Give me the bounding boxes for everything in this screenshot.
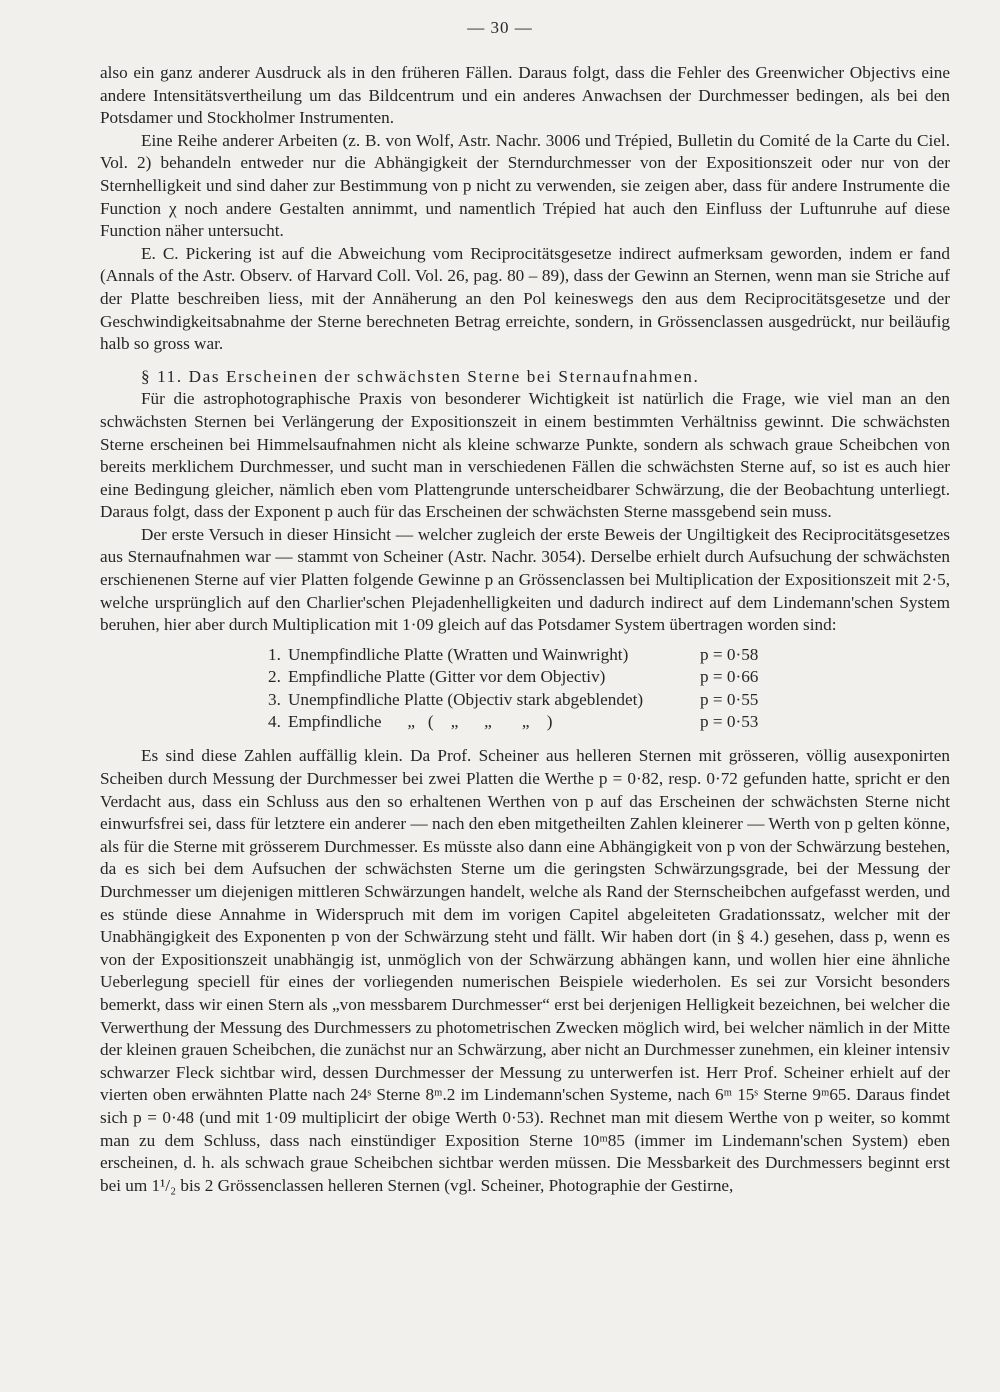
list-item xyxy=(268,666,950,688)
list-number: 3. xyxy=(268,689,281,709)
list-value: p = 0·58 xyxy=(700,644,759,664)
paragraph: Der erste Versuch in dieser Hinsicht — welcher zugleich der erste Beweis der Ungiltigkeit des Reciprocitätsgesetzes aus Sternaufnahmen war — stammt von Scheiner (Astr. Nachr. 3054). Derselbe erhielt durch Aufsuchung der schwächsten erschienenen Sterne auf vier Platten folgende Gewinne p an Grössenclassen bei Multiplication der Expositionszeit mit 2·5, welche ursprünglich auf den Charlier'schen Plejadenhelligkeiten und dadurch indirect auf dem Lindemann'schen System beruhen, hier aber durch Multiplication mit 1·09 gleich auf das Potsdamer System übertragen worden sind: xyxy=(100,524,950,635)
list-number: 1. xyxy=(268,644,281,664)
list-item xyxy=(268,711,950,733)
list-text: Unempfindliche Platte (Objectiv stark abgeblendet) xyxy=(288,689,644,709)
list-value: p = 0·53 xyxy=(700,712,759,732)
page-number: — 30 — xyxy=(467,18,533,37)
list-item xyxy=(268,644,950,666)
page-body xyxy=(100,62,950,1197)
list-text: Empfindliche „ ( „ „ „ ) xyxy=(288,712,553,732)
list-value: p = 0·66 xyxy=(700,667,759,687)
paragraph: Eine Reihe anderer Arbeiten (z. B. von Wolf, Astr. Nachr. 3006 und Trépied, Bulletin du Comité de la Carte du Ciel. Vol. 2) behandeln entweder nur die Abhängigkeit der Sterndurchmesser von der Expositionszeit oder nur von der Sternhelligkeit und sind daher zur Bestimmung von p nicht zu verwenden, sie zeigen aber, dass für andere Instrumente die Function χ noch andere Gestalten annimmt, und namentlich Trépied hat auch den Einfluss der Luftunruhe auf diese Function näher untersucht. xyxy=(100,130,950,241)
list-number: 2. xyxy=(268,667,281,687)
list-number: 4. xyxy=(268,712,281,732)
section-heading: § 11. Das Erscheinen der schwächsten Sterne bei Sternaufnahmen. xyxy=(141,366,700,386)
paragraph: Für die astrophotographische Praxis von besonderer Wichtigkeit ist natürlich die Frage, wie viel man an den schwächsten Sternen bei Verlängerung der Expositionszeit in einem bestimmten Verhältniss gewinnt. Die schwächsten Sterne erscheinen bei Himmelsaufnahmen nicht als kleine schwarze Punkte, sondern als schwach graue Scheibchen von bereits merklichem Durchmesser, und sucht man in verschiedenen Fällen die schwächsten Sterne auf, so ist es auch hier eine Bedingung gleicher, nämlich eben vom Plattengrunde unterscheidbarer Schwärzung, die der Beobachtung unterliegt. Daraus folgt, dass der Exponent p auch für das Erscheinen der schwächsten Sterne massgebend sein muss. xyxy=(100,389,950,522)
paragraph: also ein ganz anderer Ausdruck als in den früheren Fällen. Daraus folgt, dass die Fehler des Greenwicher Objectivs eine andere Intensitätsvertheilung um das Bildcentrum und ein anderes Anwachsen der Durchmesser bedingen, als bei den Potsdamer und Stockholmer Instrumenten. xyxy=(100,63,950,128)
plate-list xyxy=(268,644,950,734)
list-text: Empfindliche Platte (Gitter vor dem Objectiv) xyxy=(288,667,606,687)
list-text: Unempfindliche Platte (Wratten und Wainwright) xyxy=(288,644,629,664)
list-value: p = 0·55 xyxy=(700,689,759,709)
list-item xyxy=(268,689,950,711)
paragraph: E. C. Pickering ist auf die Abweichung vom Reciprocitätsgesetze indirect aufmerksam geworden, indem er fand (Annals of the Astr. Observ. of Harvard Coll. Vol. 26, pag. 80 – 89), dass der Gewinn an Sternen, wenn man sie Striche auf der Platte beschreiben liess, mit der Annäherung an den Pol keineswegs den aus dem Reciprocitätsgesetze und der Geschwindigkeitsabnahme der Sterne berechneten Betrag erreichte, sondern, in Grössenclassen ausgedrückt, nur beiläufig halb so gross war. xyxy=(100,243,950,354)
paragraph: Es sind diese Zahlen auffällig klein. Da Prof. Scheiner aus helleren Sternen mit grösseren, völlig ausexponirten Scheiben durch Messung der Durchmesser bei zwei Platten die Werthe p = 0·82, resp. 0·72 gefunden hatte, spricht er den Verdacht aus, dass ein Schluss aus den so erhaltenen Werthen von p auf das Erscheinen der schwächsten Sterne nicht einwurfsfrei sei, dass für letztere ein anderer — nach den eben mitgetheilten Zahlen kleinerer — Werth von p gelten könne, als für die Sterne mit grösserem Durchmesser. Es müsste also dann eine Abhängigkeit von p von der Schwärzung bestehen, da es sich bei dem Aufsuchen der schwächsten Sterne um die geringsten Schwärzungsgrade, bei der Messung der Durchmesser um diejenigen mittleren Schwärzungen handelt, welche als Rand der Sternscheibchen aufgefasst werden, und es stünde diese Annahme in Widerspruch mit dem im vorigen Capitel abgeleiteten Gradationssatz, welcher mit der Unabhängigkeit des Exponenten p von der Schwärzung steht und fällt. Wir haben dort (in § 4.) gesehen, dass p, wenn es von der Expositionszeit unabhängig ist, unmöglich von der Schwärzung abhängen kann, und wollen hier eine ähnliche Ueberlegung speciell für eines der vorliegenden numerischen Beispiele wiederholen. Es sei zur Vorsicht besonders bemerkt, dass wir einen Stern als „von messbarem Durchmesser“ erst bei derjenigen Helligkeit bezeichnen, bei welcher die Verwerthung der Messung des Durchmessers zu photometrischen Zwecken möglich wird, bei welcher nämlich in der Mitte der kleinen grauen Scheibchen, die zunächst nur an Schwärzung, aber nicht an Durchmesser zunehmen, ein kleiner intensiv schwarzer Fleck sichtbar wird, dessen Durchmesser der Messung zu unterwerfen ist. Herr Prof. Scheiner erhielt auf der vierten oben erwähnten Platte nach 24ˢ Sterne 8ᵐ.2 im Lindemann'schen Systeme, nach 6ᵐ 15ˢ Sterne 9ᵐ65. Daraus findet sich p = 0·48 (und mit 1·09 multiplicirt der obige Werth 0·53). Rechnet man mit diesem Werthe von p weiter, so kommt man zu dem Schluss, dass nach einstündiger Exposition Sterne 10ᵐ85 (immer im Lindemann'schen System) eben erscheinen, d. h. als schwach graue Scheibchen sichtbar werden müssen. Die Messbarkeit des Durchmessers beginnt erst bei um 1¹/₂ bis 2 Grössenclassen helleren Sternen (vgl. Scheiner, Photographie der Gestirne, xyxy=(100,746,950,1195)
